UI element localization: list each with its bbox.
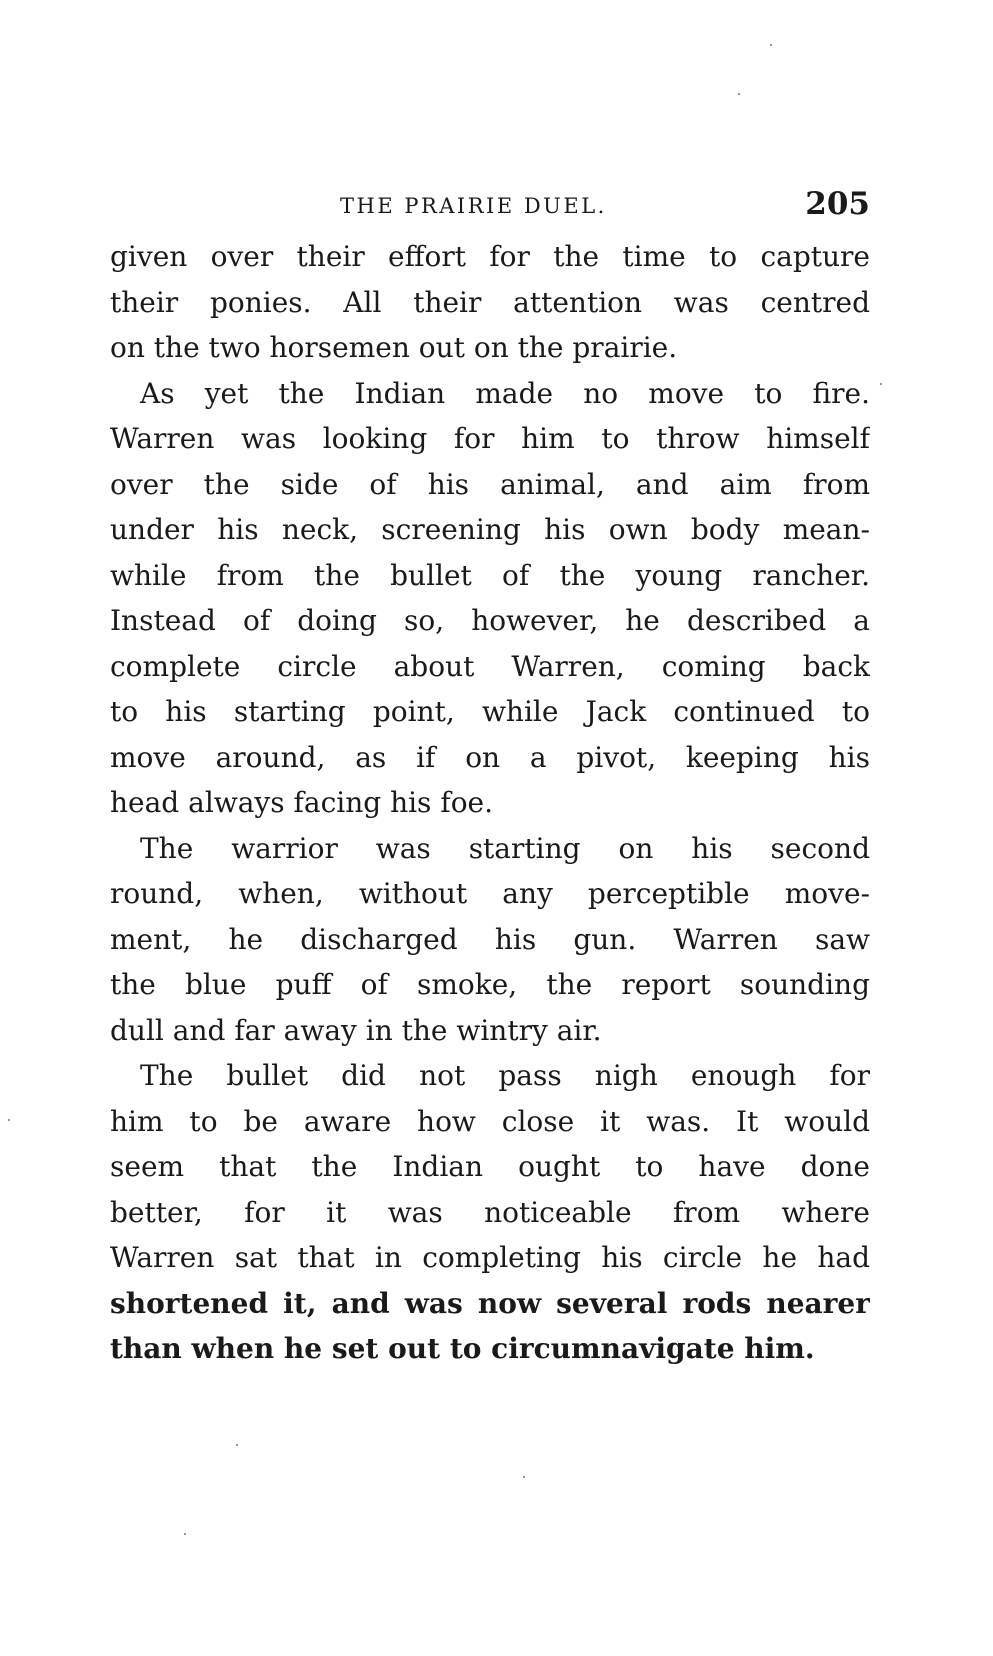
text-line: The bullet did not pass nigh enough for	[140, 1059, 870, 1092]
text-line: Warren sat that in completing his circle he had	[110, 1241, 870, 1274]
text-line: under his neck, screening his own body mean-	[110, 513, 870, 546]
text-line: him to be aware how close it was. It would	[110, 1104, 870, 1138]
text-line: round, when, without any perceptible move-	[110, 877, 870, 910]
paper-speck	[523, 1476, 525, 1478]
text-line: their ponies. All their attention was centred	[110, 285, 870, 319]
text-line: while from the bullet of the young rancher.	[110, 558, 870, 592]
text-line: Warren was looking for him to throw himself	[110, 422, 870, 455]
body-text	[110, 234, 870, 1372]
text-line: Instead of doing so, however, he described a	[110, 604, 870, 637]
paper-speck	[236, 1444, 238, 1446]
paper-speck	[738, 93, 740, 95]
text-line: better, for it was noticeable from where	[110, 1195, 870, 1229]
running-title: THE PRAIRIE DUEL.	[340, 194, 607, 218]
text-line: shortened it, and was now several rods nearer	[110, 1286, 870, 1320]
text-line: dull and far away in the wintry air.	[110, 1013, 602, 1047]
text-line: seem that the Indian ought to have done	[110, 1150, 870, 1183]
text-line: move around, as if on a pivot, keeping his	[110, 740, 870, 774]
text-line: ment, he discharged his gun. Warren saw	[110, 922, 870, 956]
text-line: the blue puff of smoke, the report sounding	[110, 968, 870, 1001]
paper-speck	[184, 1533, 186, 1535]
text-line: to his starting point, while Jack continued to	[110, 695, 870, 728]
paper-speck	[8, 1119, 10, 1121]
text-line: The warrior was starting on his second	[140, 831, 870, 865]
text-line: than when he set out to circumnavigate him.	[110, 1332, 815, 1365]
text-line: over the side of his animal, and aim from	[110, 467, 870, 501]
text-line: As yet the Indian made no move to fire.	[140, 376, 870, 410]
paper-speck	[770, 44, 772, 46]
text-line: complete circle about Warren, coming back	[110, 649, 870, 683]
text-line: given over their effort for the time to capture	[110, 240, 870, 273]
text-line: head always facing his foe.	[110, 786, 494, 819]
paper-speck	[880, 383, 882, 385]
text-line: on the two horsemen out on the prairie.	[110, 331, 678, 364]
page-number: 205	[805, 186, 870, 222]
running-head	[110, 186, 870, 226]
